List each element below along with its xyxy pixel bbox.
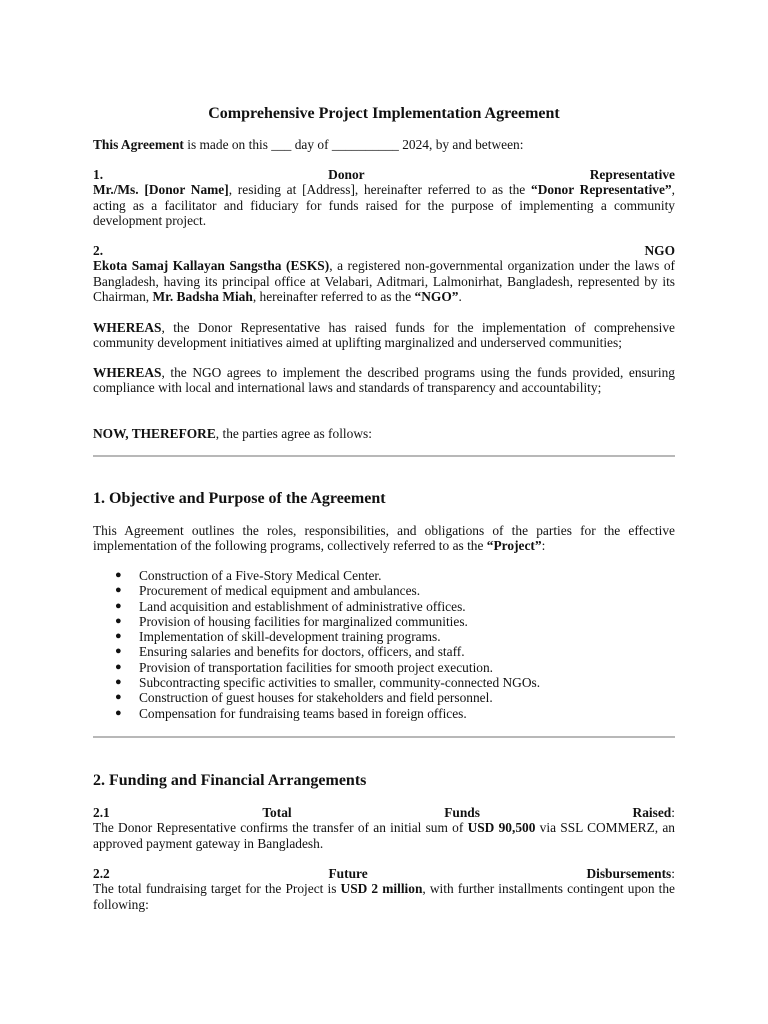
document-title: Comprehensive Project Implementation Agreement <box>208 105 560 122</box>
party2-role-word: NGO <box>644 243 675 258</box>
party2-number: 2. <box>93 243 104 258</box>
party1-role-word2: Representative <box>589 167 675 182</box>
list-item <box>93 599 675 614</box>
clause-2-1-word2: Funds <box>444 805 480 820</box>
section-divider-2 <box>93 736 675 738</box>
list-item-text: Provision of housing facilities for marginalized communities. <box>139 613 468 629</box>
clause-2-2-colon: : <box>671 866 675 881</box>
party1-block <box>93 167 675 229</box>
bullet-icon: ● <box>115 676 122 689</box>
intro-text: is made on this ___ day of __________ 2024, by and between: <box>183 137 524 152</box>
list-item-text: Ensuring salaries and benefits for doctors, officers, and staff. <box>139 644 465 660</box>
section-divider-1 <box>93 455 675 457</box>
list-item <box>93 706 675 721</box>
list-item-text: Procurement of medical equipment and ambulances. <box>139 583 421 599</box>
clause-2-1-word3-wrap <box>633 805 675 820</box>
whereas2-text: , the NGO agrees to implement the described programs using the funds provided, ensuring compliance with local and international laws and standards of transparency and accountability; <box>93 365 675 396</box>
list-item-text: Provision of transportation facilities for smooth project execution. <box>139 659 494 675</box>
clause-2-2-word1: Future <box>328 866 368 881</box>
clause-2-1-number: 2.1 <box>93 805 110 820</box>
bullet-icon: ● <box>115 691 122 704</box>
section2-heading: 2. Funding and Financial Arrangements <box>93 772 367 789</box>
party1-defined-term: “Donor Representative” <box>531 182 672 198</box>
bullet-icon: ● <box>115 630 122 643</box>
list-item <box>93 660 675 675</box>
clause-2-2-word2: Disbursements <box>586 866 672 881</box>
party1-role-word: Donor <box>328 167 365 182</box>
project-items-list <box>93 568 675 721</box>
party2-chairman: Mr. Badsha Miah <box>152 289 253 305</box>
list-item <box>93 690 675 705</box>
bullet-icon: ● <box>115 614 122 627</box>
party1-text: , residing at [Address], hereinafter referred to as the <box>228 182 531 198</box>
list-item-text: Implementation of skill-development training programs. <box>139 629 441 645</box>
bullet-icon: ● <box>115 599 122 612</box>
clause-2-2-word2-wrap <box>586 866 675 881</box>
clause-2-1 <box>93 805 675 851</box>
whereas2-paragraph <box>93 365 675 396</box>
clause-2-1-colon: : <box>671 805 675 820</box>
list-item <box>93 644 675 659</box>
clause-2-1-text-tail: via SSL COMMERZ, an approved payment gateway in Bangladesh. <box>93 820 675 851</box>
clause-2-1-heading-line <box>93 805 675 820</box>
clause-2-2-amount: USD 2 million <box>340 881 423 897</box>
clause-2-2-heading-line <box>93 866 675 881</box>
section1-text: This Agreement outlines the roles, responsibilities, and obligations of the parties for the effective implementation of the following programs, collectively referred to as the <box>93 523 675 554</box>
intro-lead: This Agreement <box>93 137 184 152</box>
clause-2-2 <box>93 866 675 912</box>
clause-2-1-word3: Raised <box>632 805 672 820</box>
list-item-text: Land acquisition and establishment of administrative offices. <box>139 598 466 614</box>
bullet-icon: ● <box>115 569 122 581</box>
section1-intro <box>93 523 675 554</box>
bullet-icon: ● <box>115 584 122 597</box>
bullet-icon: ● <box>115 706 122 719</box>
party1-name: Mr./Ms. [Donor Name] <box>93 182 229 198</box>
list-item <box>93 583 675 598</box>
therefore-text: , the parties agree as follows: <box>215 426 372 441</box>
clause-2-2-paragraph <box>93 881 675 912</box>
list-item <box>93 675 675 690</box>
party2-text-mid: , hereinafter referred to as the <box>252 289 415 305</box>
list-item-text: Construction of guest houses for stakeholders and field personnel. <box>139 690 493 706</box>
whereas1-paragraph <box>93 320 675 351</box>
list-item <box>93 629 675 644</box>
intro-paragraph <box>93 137 675 152</box>
clause-2-2-number: 2.2 <box>93 866 110 881</box>
party2-defined-term: “NGO” <box>414 289 459 305</box>
list-item-text: Compensation for fundraising teams based in foreign offices. <box>139 705 467 721</box>
clause-2-2-text-tail: , with further installments contingent upon the following: <box>93 881 676 912</box>
list-item-text: Subcontracting specific activities to smaller, community-connected NGOs. <box>139 675 541 691</box>
whereas1-lead: WHEREAS <box>93 320 162 335</box>
list-item-text: Construction of a Five-Story Medical Center. <box>139 568 382 583</box>
therefore-lead: NOW, THEREFORE <box>93 426 216 441</box>
party2-paragraph <box>93 258 675 304</box>
party1-heading-line <box>93 167 675 182</box>
clause-2-1-text: The Donor Representative confirms the transfer of an initial sum of <box>93 820 468 836</box>
party2-text-tail: . <box>458 289 462 305</box>
whereas2-lead: WHEREAS <box>93 365 162 380</box>
clause-2-1-amount: USD 90,500 <box>467 820 536 836</box>
section1-defined-term: “Project” <box>486 538 542 554</box>
clause-2-2-text: The total fundraising target for the Project is <box>93 881 341 897</box>
party1-paragraph <box>93 182 675 228</box>
list-item <box>93 568 675 583</box>
party2-heading-line <box>93 243 675 258</box>
list-item <box>93 614 675 629</box>
therefore-paragraph <box>93 426 675 441</box>
party1-number: 1. <box>93 167 104 182</box>
bullet-icon: ● <box>115 645 122 658</box>
section1-colon: : <box>541 538 546 554</box>
party2-block <box>93 243 675 305</box>
party2-text: , a registered non-governmental organization under the laws of Bangladesh, having its principal office at Velabari, Aditmari, Lalmonirhat, Bangladesh, represented by its Chairman, <box>93 258 675 305</box>
clause-2-1-paragraph <box>93 820 675 851</box>
bullet-icon: ● <box>115 660 122 673</box>
whereas1-text: , the Donor Representative has raised funds for the implementation of comprehensive community development initiatives aimed at uplifting marginalized and underserved communities; <box>93 320 675 351</box>
clause-2-1-word1: Total <box>262 805 292 820</box>
party1-text-tail: , acting as a facilitator and fiduciary for funds raised for the purpose of implementing a community development project. <box>93 182 675 229</box>
party2-name: Ekota Samaj Kallayan Sangstha (ESKS) <box>93 258 330 274</box>
section1-heading: 1. Objective and Purpose of the Agreement <box>93 490 386 507</box>
